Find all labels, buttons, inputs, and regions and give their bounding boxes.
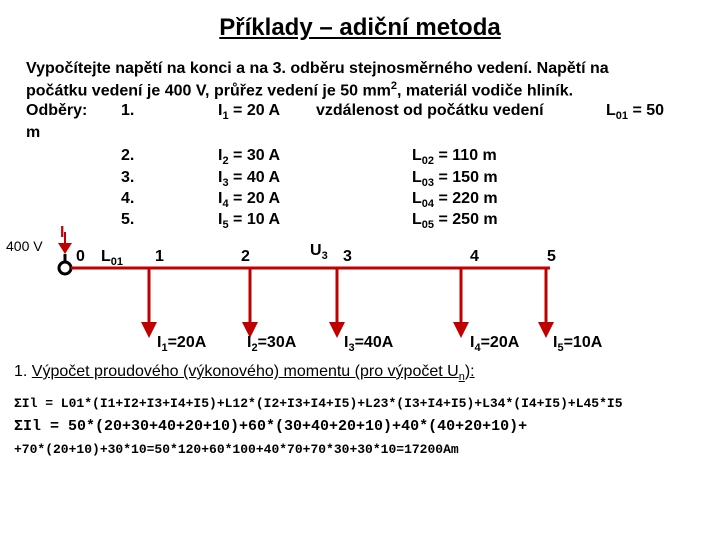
node-3-label: 3 bbox=[343, 248, 352, 265]
load-2-current: $I_2 = 30$ A bbox=[218, 147, 281, 168]
load-2-label: $I_2=30A$ bbox=[247, 334, 297, 355]
formula-general: ΣIl = L01*(I1+I2+I3+I4+I5)+L12*(I2+I3+I4+I5)+L23*(I3+I4+I5)+L34*(I4+I5)+L45*I5 bbox=[14, 396, 623, 411]
problem-line-2: počátku vedení je 400 V, průřez vedení je 50 $mm^2$, materiál vodiče hliník. bbox=[26, 80, 574, 100]
load-4-label: $I_4=20A$ bbox=[470, 334, 520, 355]
odbery-label: Odběry: bbox=[26, 102, 88, 119]
load-3-distance: $L_{03} = 150$ m bbox=[412, 169, 498, 190]
load-5-current: $I_5 = 10$ A bbox=[218, 211, 281, 232]
load-4-distance: $L_{04} = 220$ m bbox=[412, 190, 498, 211]
branch-1 bbox=[141, 268, 157, 338]
branch-5 bbox=[538, 268, 554, 338]
node-4-label: 4 bbox=[470, 248, 479, 265]
branch-3 bbox=[329, 268, 345, 338]
distance-label: vzdálenost od počátku vedení bbox=[316, 102, 544, 119]
load-2-num: 2. bbox=[121, 147, 135, 164]
load-1-distance: $L_{01} = 50$ bbox=[606, 102, 665, 123]
page-title: Příklady – adiční metoda bbox=[219, 14, 501, 41]
load-4-current: $I_4 = 20$ A bbox=[218, 190, 281, 211]
node-5-label: 5 bbox=[547, 248, 556, 265]
branch-2 bbox=[242, 268, 258, 338]
problem-line-1: Vypočítejte napětí na konci a na 3. odběru stejnosměrného vedení. Napětí na bbox=[26, 60, 609, 77]
branch-4 bbox=[453, 268, 469, 338]
formula-substituted: ΣIl = 50*(20+30+40+20+10)+60*(30+40+20+10)+40*(40+20+10)+ bbox=[14, 418, 528, 435]
load-1-num: 1. bbox=[121, 102, 135, 119]
node-0-label: 0 bbox=[76, 248, 85, 265]
load-3-current: $I_3 = 40$ A bbox=[218, 169, 281, 190]
source-current-label: I bbox=[60, 224, 65, 241]
load-3-num: 3. bbox=[121, 169, 135, 186]
formula-result: +70*(20+10)+30*10=50*120+60*100+40*70+70*30+30*10=17200Am bbox=[14, 442, 459, 457]
trailing-m: m bbox=[26, 124, 41, 141]
load-2-distance: $L_{02} = 110$ m bbox=[412, 147, 497, 168]
segment-l01-label: $L_{01}$ bbox=[101, 248, 124, 269]
load-1-current: $I_1 = 20$ A bbox=[218, 102, 281, 123]
node-1-label: 1 bbox=[155, 248, 164, 265]
step-1-heading: 1. Výpočet proudového (výkonového) momentu (pro výpočet $U_n$): bbox=[14, 363, 475, 384]
load-1-label: $I_1=20A$ bbox=[157, 334, 207, 355]
source-voltage: 400 V bbox=[6, 238, 43, 254]
load-4-num: 4. bbox=[121, 190, 135, 207]
source-current-arrow bbox=[58, 243, 72, 254]
load-3-label: $I_3=40A$ bbox=[344, 334, 394, 355]
node-2-label: 2 bbox=[241, 248, 250, 265]
load-5-distance: $L_{05} = 250$ m bbox=[412, 211, 498, 232]
load-5-num: 5. bbox=[121, 211, 135, 228]
source-terminal bbox=[59, 262, 71, 274]
load-5-label: $I_5=10A$ bbox=[553, 334, 603, 355]
u3-label: $U_3$ bbox=[310, 242, 328, 263]
